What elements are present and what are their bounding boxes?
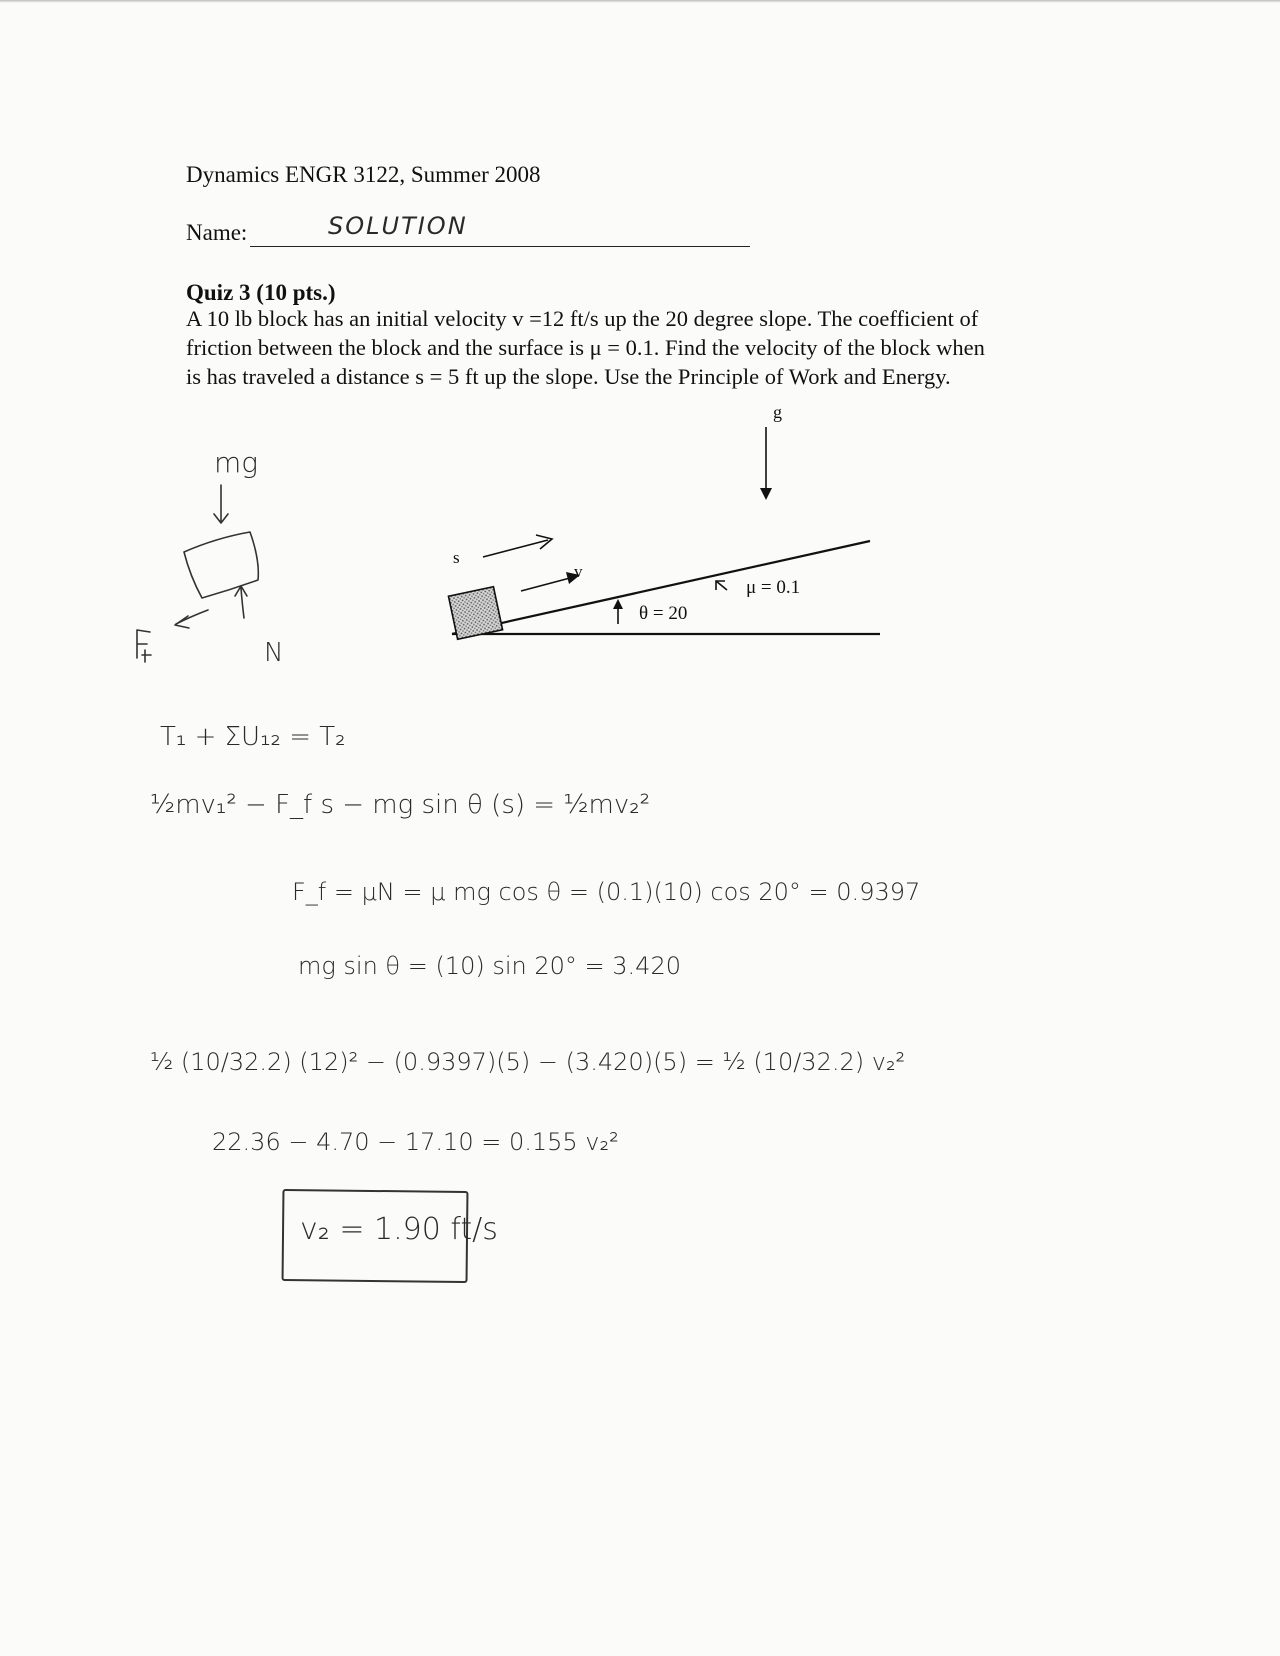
v-arrow <box>521 578 570 591</box>
final-answer: v₂ = 1.90 ft/s <box>300 1212 498 1247</box>
s-arrow <box>483 540 548 557</box>
problem-text-line-2: friction between the block and the surface is μ = 0.1. Find the velocity of the block when <box>186 335 985 360</box>
course-title: Dynamics ENGR 3122, Summer 2008 <box>186 162 541 187</box>
g-label: g <box>773 402 782 422</box>
solution-line-5: ½ (10/32.2) (12)² − (0.9397)(5) − (3.420)(5) = ½ (10/32.2) v₂² <box>150 1048 906 1076</box>
block-shape <box>448 587 502 640</box>
theta-label: θ = 20 <box>639 603 688 624</box>
problem-text-line-1: A 10 lb block has an initial velocity v =12 ft/s up the 20 degree slope. The coefficient of <box>186 306 979 331</box>
fbd-mg-label: mg <box>214 446 259 479</box>
quiz-title: Quiz 3 (10 pts.) <box>186 280 336 305</box>
v-label: v <box>574 562 583 581</box>
solution-line-6: 22.36 − 4.70 − 17.10 = 0.155 v₂² <box>212 1128 619 1156</box>
mu-arrow <box>716 581 727 590</box>
name-label: Name: <box>186 220 248 245</box>
normal-arrow <box>235 586 247 618</box>
s-label: s <box>453 548 460 567</box>
problem-text-line-3: is has traveled a distance s = 5 ft up the slope. Use the Principle of Work and Energy. <box>186 364 951 389</box>
friction-arrow <box>175 610 208 628</box>
fbd-n-label: N <box>264 638 284 668</box>
mg-arrow <box>214 485 228 523</box>
fbd-block <box>184 532 258 598</box>
mu-label: μ = 0.1 <box>746 577 801 598</box>
free-body-diagram <box>137 485 258 662</box>
solution-line-2: ½mv₁² − F_f s − mg sin θ (s) = ½mv₂² <box>150 790 651 820</box>
name-value: SOLUTION <box>328 212 468 240</box>
solution-line-3: F_f = μN = μ mg cos θ = (0.1)(10) cos 20° = 0.9397 <box>292 878 921 906</box>
solution-line-1: T₁ + ΣU₁₂ = T₂ <box>160 722 346 752</box>
solution-line-4: mg sin θ = (10) sin 20° = 3.420 <box>298 952 681 980</box>
